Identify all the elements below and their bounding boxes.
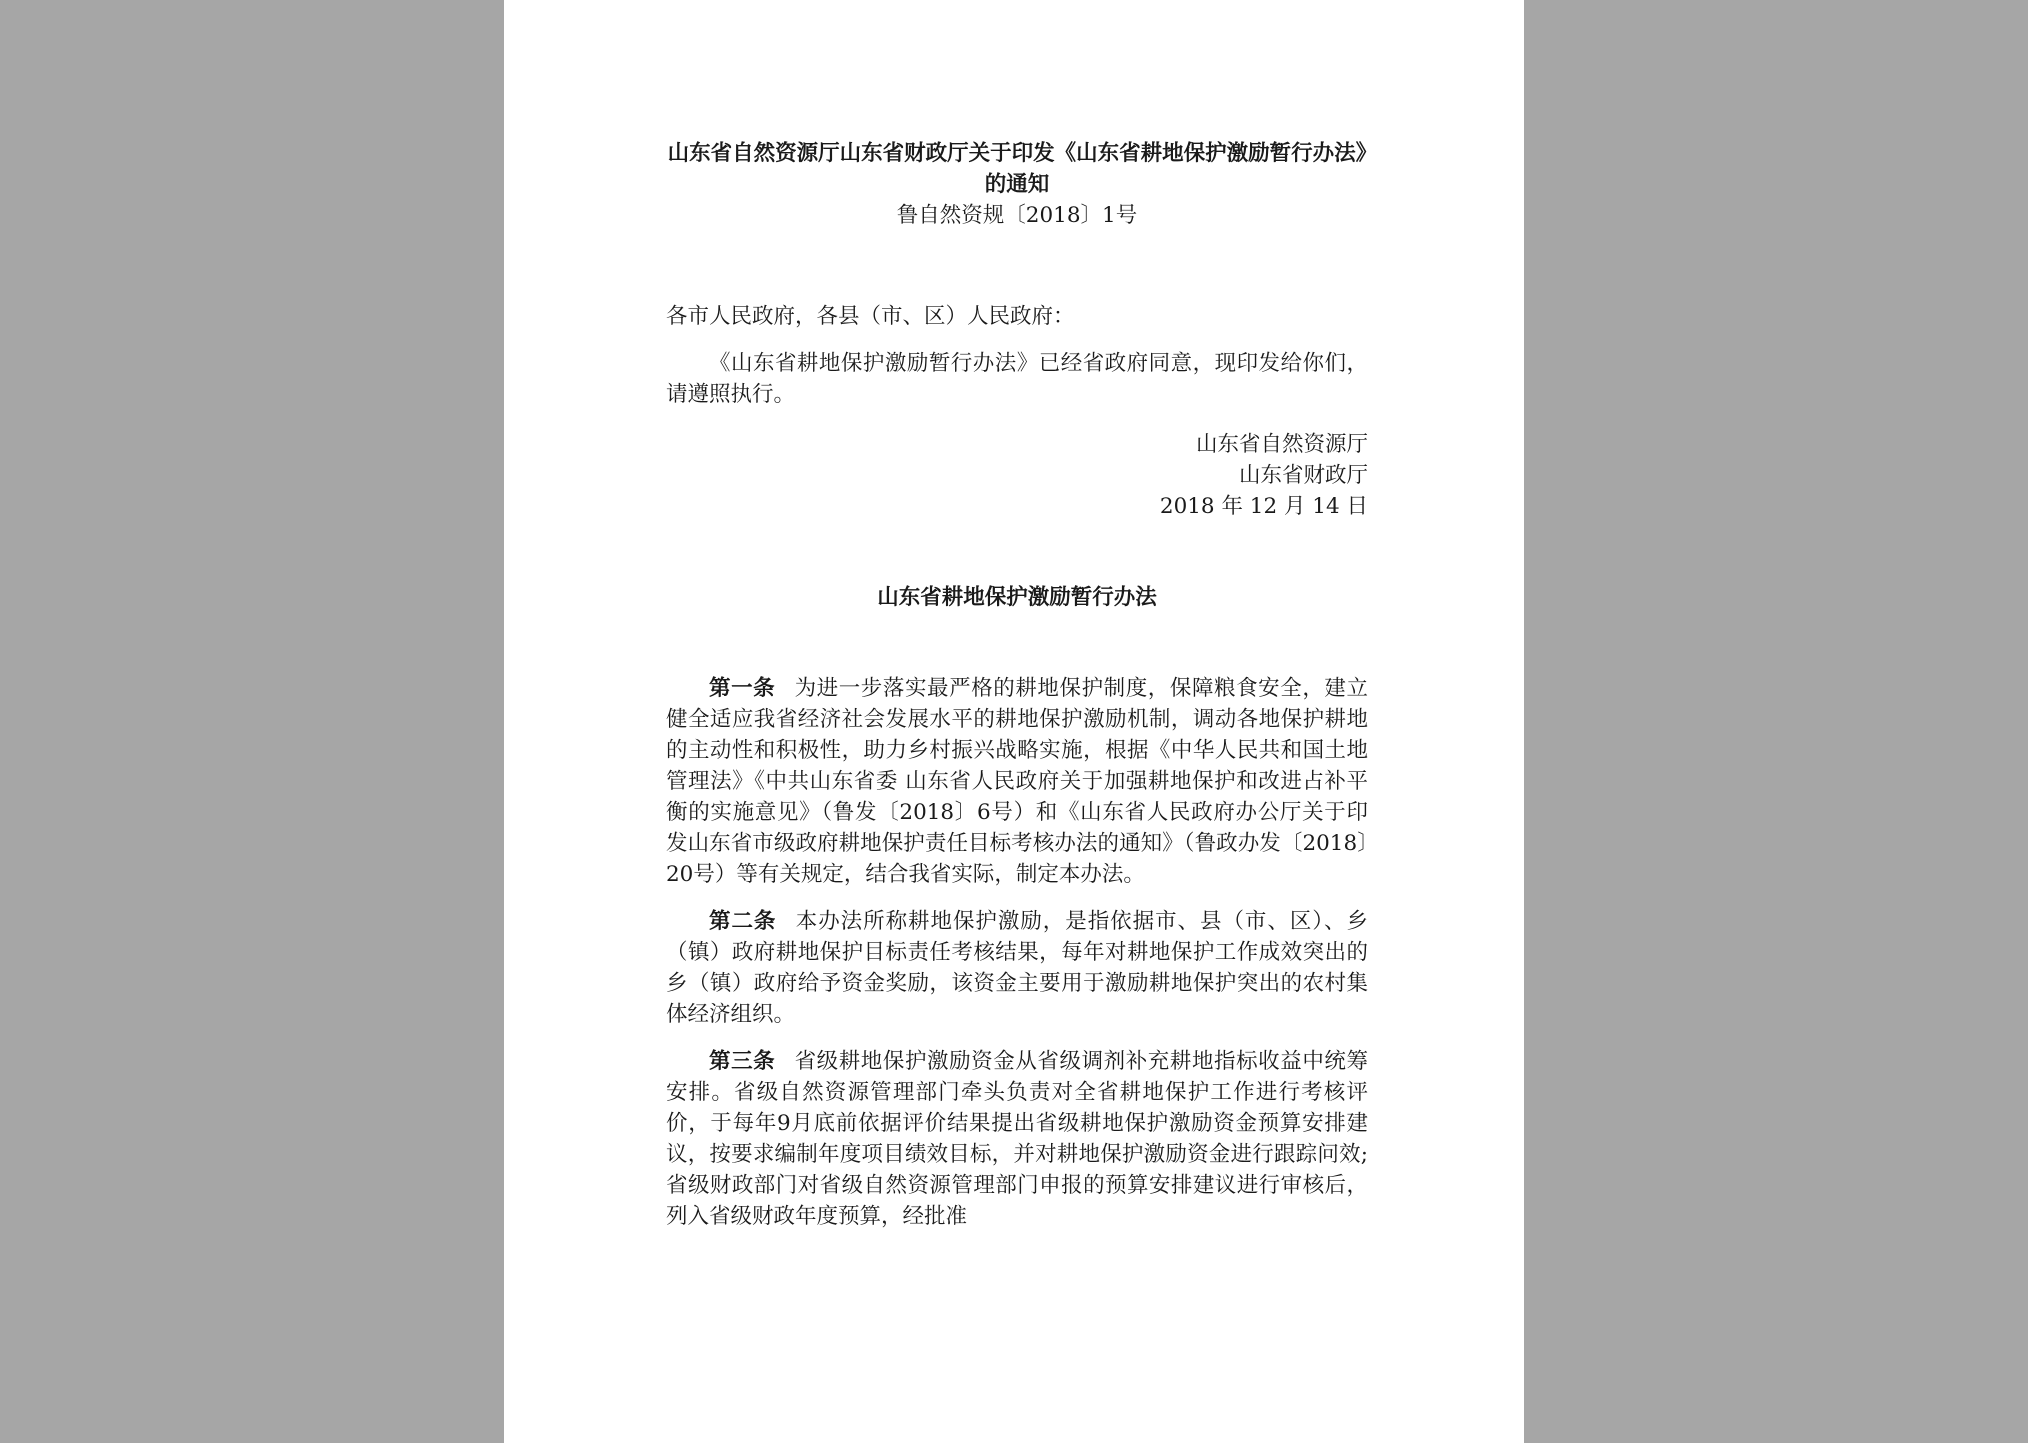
document-number: 鲁自然资规〔2018〕1号: [896, 203, 1138, 228]
article-3-text: 省级耕地保护激励资金从省级调剂补充耕地指标收益中统筹安排。省级自然资源管理部门牵头负责对全省耕地保护工作进行考核评价，于每年9月底前依据评价结果提出省级耕地保护激励资金预算安排建议，按要求编制年度项目绩效目标，并对耕地保护激励资金进行跟踪问效;省级财政部门对省级自然资源管理部门申报的预算安排建议进行审核后，列入省级财政年度预算，经批准: [666, 1049, 1368, 1229]
signoff-org-1: 山东省自然资源厅: [1195, 432, 1368, 457]
article-2-label: 第二条: [709, 909, 777, 934]
document-content: [666, 138, 1368, 1248]
document-title: 山东省自然资源厅山东省财政厅关于印发《山东省耕地保护激励暂行办法》的通知: [667, 141, 1367, 197]
addressee: 各市人民政府，各县（市、区）人民政府：: [666, 304, 1075, 329]
signoff-org-2: 山东省财政厅: [1238, 463, 1368, 488]
article-3: [666, 1046, 1368, 1232]
article-2-text: 本办法所称耕地保护激励，是指依据市、县（市、区）、乡（镇）政府耕地保护目标责任考核结果，每年对耕地保护工作成效突出的乡（镇）政府给予资金奖励，该资金主要用于激励耕地保护突出的农村集体经济组织。: [666, 909, 1368, 1027]
article-3-label: 第三条: [709, 1049, 776, 1074]
measures-title: 山东省耕地保护激励暂行办法: [877, 585, 1157, 610]
article-1: [666, 673, 1368, 890]
article-2: [666, 906, 1368, 1030]
intro-paragraph: 《山东省耕地保护激励暂行办法》已经省政府同意，现印发给你们，请遵照执行。: [666, 351, 1368, 407]
article-1-label: 第一条: [709, 676, 776, 701]
signoff-block: [666, 429, 1368, 522]
article-1-text: 为进一步落实最严格的耕地保护制度，保障粮食安全，建立健全适应我省经济社会发展水平的耕地保护激励机制，调动各地保护耕地的主动性和积极性，助力乡村振兴战略实施，根据《中华人民共和国土地管理法》《中共山东省委 山东省人民政府关于加强耕地保护和改进占补平衡的实施意见》（鲁发〔2018〕6号）和《山东省人民政府办公厅关于印发山东省市级政府耕地保护责任目标考核办法的通知》（鲁政办发〔2018〕20号）等有关规定，结合我省实际，制定本办法。: [666, 676, 1368, 887]
signoff-date: 2018 年 12 月 14 日: [1159, 494, 1368, 519]
articles-list: [666, 673, 1368, 1232]
document-page: [504, 0, 1524, 1443]
